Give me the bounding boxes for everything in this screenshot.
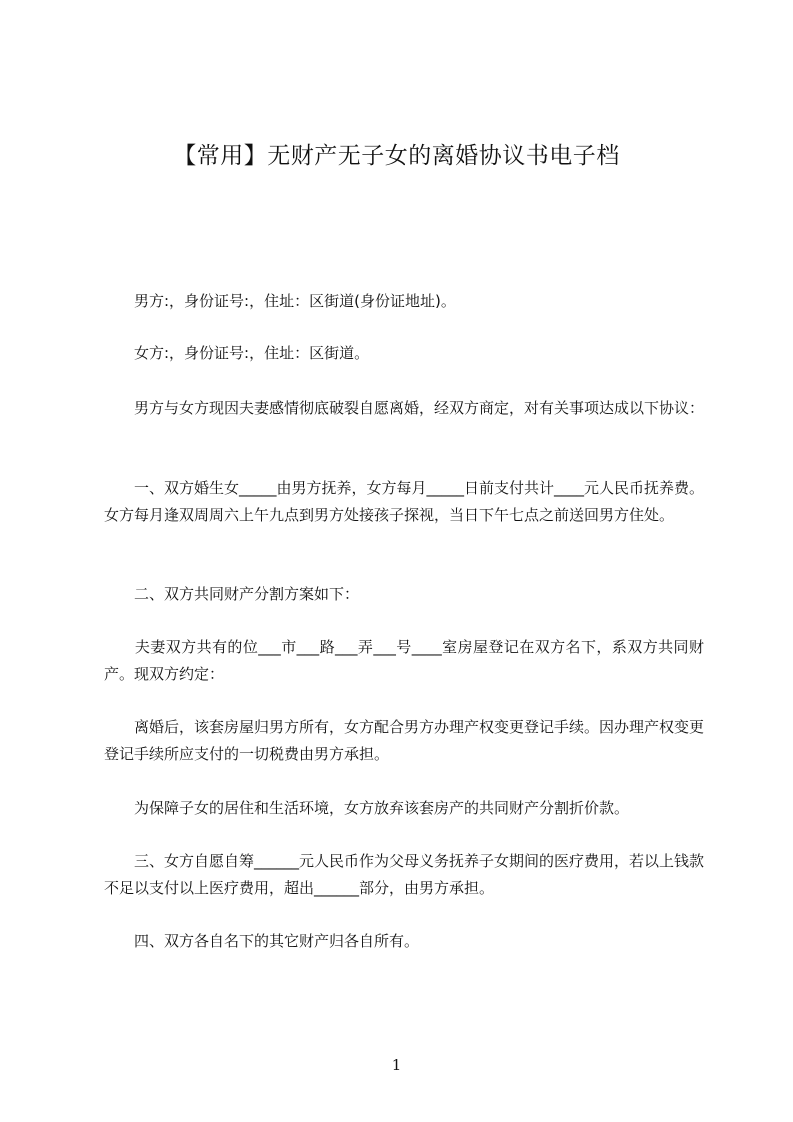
- paragraph-shared-house: 夫妻双方共有的位___市___路___弄___号____室房屋登记在双方名下，系双方共同财产。现双方约定：: [104, 638, 704, 683]
- paragraph-clause-2-property: 二、双方共同财产分割方案如下：: [104, 585, 360, 603]
- document-title: 【常用】无财产无子女的离婚协议书电子档: [173, 143, 620, 169]
- paragraph-wife-info: 女方:，身份证号:，住址：区街道。: [104, 344, 370, 362]
- paragraph-waiver: 为保障子女的居住和生活环境，女方放弃该套房产的共同财产分割折价款。: [104, 799, 630, 817]
- paragraph-clause-1-custody: 一、双方婚生女_____由男方抚养，女方每月_____日前支付共计____元人民币抚养费。女方每月逢双周周六上午九点到男方处接孩子探视，当日下午七点之前送回男方住处。: [104, 479, 705, 524]
- paragraph-house-ownership: 离婚后，该套房屋归男方所有，女方配合男方办理产权变更登记手续。因办理产权变更登记手续所应支付的一切税费由男方承担。: [104, 718, 705, 763]
- paragraph-husband-info: 男方:，身份证号:，住址：区街道(身份证地址)。: [104, 292, 456, 310]
- page-number: 1: [391, 1056, 402, 1074]
- paragraph-agreement-intro: 男方与女方现因夫妻感情彻底破裂自愿离婚，经双方商定，对有关事项达成以下协议：: [104, 399, 705, 417]
- paragraph-clause-4-other-property: 四、双方各自名下的其它财产归各自所有。: [104, 932, 420, 950]
- paragraph-clause-3-medical: 三、女方自愿自筹______元人民币作为父母义务抚养子女期间的医疗费用，若以上钱款不足以支付以上医疗费用，超出______部分，由男方承担。: [104, 852, 705, 897]
